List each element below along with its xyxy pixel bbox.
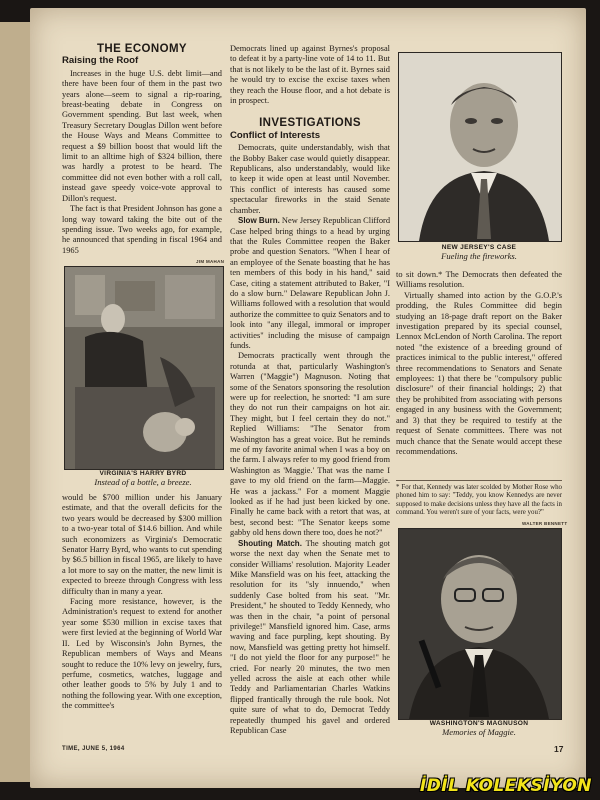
article-headline-raising-roof: Raising the Roof — [62, 55, 139, 67]
runin-heading: Shouting Match. — [238, 538, 302, 548]
photo-credit: WALTER BENNETT — [522, 521, 568, 526]
issue-footer: TIME, JUNE 5, 1964 — [62, 746, 125, 752]
article-paragraph: would be $700 million under his January estimate, and that the overall deficits for the two years would be decreased by $300 million to a two-year total of $14.6 billion. And while such economizers as Virginia's Democratic Senator Harry Byrd, who wants to cut spending by $6.5 billion in fiscal 1965, are likely to have a lot more to say on the matter, the new limit is expected to breeze through Congress with less difficulty than in many a year. — [62, 493, 222, 596]
magazine-page — [30, 8, 586, 788]
caption-text: Fueling the fireworks. — [441, 251, 517, 261]
article-paragraph: Increases in the huge U.S. debt limit—and there have been four of them in the past two years alone—seem to signal a rip-roaring, breast-beating debate in Congress on Government spending. But last week, when Treasury Secretary Douglas Dillon went before the House Ways and Means Committee to request a $9 billion boost that would lift the limit to an alltime high of $324 billion, there was hardly a protest to be heard. The committee did not even bother with a roll call, instead gave speedy voice-vote approval to Dillon's request. — [62, 68, 222, 203]
footnote: * For that, Kennedy was later scolded by Mother Rose who phoned him to say: "Teddy, you know Kennedys are never supposed to make decisions unless they have all the facts in command. You weren't sure of your facts, were you?" — [396, 484, 562, 517]
warren-magnuson-photo-illustration — [399, 529, 561, 719]
article-headline-conflict: Conflict of Interests — [230, 129, 321, 141]
collection-watermark: İDİL KOLEKSİYON — [419, 776, 592, 796]
photo-credit: JIM MAHAN — [196, 259, 225, 264]
article-paragraph: The shouting match got worse the next day when the Senate met to consider Williams' resolution. Majority Leader Mike Mansfield was on his feet, attacking the resolution for its "sly innuendo," when suddenly Case bolted from his seat. "Mr. President," he shouted to Teddy Kennedy, who was then in the chair, "a point of personal privilege!" Mansfield ignored him. Case, arms waving and face purpling, kept shouting. By now, Mansfield was getting pretty hot himself. "I do not yield the floor for any purpose!" he cried. For nearly 20 minutes, the two men yelled across the aisle at each other while Teddy and Parliamentarian Charles Watkins flipped frantically through the rule book. Not quite sure of what to do, Democrat Teddy repeatedly thumped his gavel and ordered Republican Case — [230, 538, 390, 735]
caption-text: Instead of a bottle, a breeze. — [94, 477, 192, 487]
caption-title: NEW JERSEY'S CASE — [441, 244, 517, 251]
photo-clifford-case — [398, 52, 562, 242]
photo-warren-magnuson — [398, 528, 562, 720]
article-paragraph: Democrats lined up against Byrnes's proposal to defeat it by a party-line vote of 14 to 11. But that is not likely to be the last of it. Byrnes said he would try to excise the excise taxes when they reach the House floor, and a hot debate is in prospect. — [230, 44, 390, 106]
page-number: 17 — [554, 744, 564, 754]
left-column-continued — [62, 493, 222, 712]
article-paragraph: to sit down.* The Democrats then defeated the Williams resolution. — [396, 270, 562, 290]
caption-harry-byrd — [64, 470, 222, 487]
caption-clifford-case — [398, 244, 560, 261]
article-paragraph: Virtually shamed into action by the G.O.P.'s prodding, the Rules Committee did begin studying an 18-page draft report on the Baker investigation prepared by its special counsel, Lennox McLendon of North Carolina. The report noted "the existence of a breeding ground of practices inimical to the public interest," offered three recommendations to Senators and Senate employees: 1) that there be "compulsory public disclosure" of their financial holdings; 2) that they be prohibited from associating with persons engaged in any business with the Government; and 3) that they be required to testify at the request of Senate committees. There was not much chance that the Senate would accept these recommendations. — [396, 290, 562, 456]
runin-heading: Slow Burn. — [238, 216, 280, 226]
left-column — [62, 44, 222, 256]
harry-byrd-photo-illustration — [65, 267, 223, 469]
section-heading-investigations: INVESTIGATIONS — [259, 117, 361, 130]
caption-warren-magnuson — [398, 720, 560, 737]
middle-column — [230, 44, 390, 736]
section-heading-economy: THE ECONOMY — [96, 43, 187, 55]
clifford-case-photo-illustration — [399, 53, 561, 241]
article-paragraph: Democrats, quite understandably, wish that the Bobby Baker case would quietly disappear. Republicans, also understandably, would like to keep it wide open at least until November. This conflict of interests has caused some spectacular fireworks in the staid Senate chamber. — [230, 143, 390, 215]
article-paragraph: The fact is that President Johnson has gone a long way toward taking the bite out of the spending issue. Two weeks ago, for example, he announced that spending in fiscal 1964 and 1965 — [62, 204, 222, 255]
footnote-rule — [396, 480, 562, 481]
article-paragraph: Democrats practically went through the rotunda at that, particularly Washington's Warren ("Maggie") Magnuson. Noting that some of the Senators sponsoring the resolution were up for reelection, he snorted: "I am sure they do not run their campaigns on hot air. They might, but I feel certain they do not." Replied Williams: "The Senator from Washington has a great voice. But he reminds me of my favorite animal when I was a boy on the farm. I always refer to my good friend from Washington as 'Maggie.' That was the name I gave to my old friend on the farm—Maggie. He was a jackass." For a moment Maggie looked as if he had just been kicked by one. Finally he came back with a retort that was, at best, second best: "The Senator keeps some gabby old hens down there too, does he not?" — [230, 351, 390, 538]
caption-title: WASHINGTON'S MAGNUSON — [429, 720, 529, 727]
caption-text: Memories of Maggie. — [442, 727, 516, 737]
article-paragraph: Facing more resistance, however, is the Administration's request to extend for another year some $530 million in excise taxes that were first levied at the beginning of World War II. Led by Wisconsin's John Byrnes, the Republican members of Ways and Means sought to reduce the 10% levy on jewelry, furs, perfume, cosmetics, watches, luggage and other leather goods to 5% by July 1 and to nothing the following year. With one exception, the committee's — [62, 597, 222, 711]
article-paragraph: New Jersey Republican Clifford Case helped bring things to a head by urging that the Rules Committee reopen the Baker probe and question Senators. "When I hear of an employee of the Senate boasting that he has ten members of this body in his hand," said Case, citing a statement attributed to Baker, "I do a slow burn." Delaware Republican John J. Williams followed with a resolution that would authorize the committee to quiz Senators and to look into "any illegal, immoral or improper activities" including the misuse of campaign funds. — [230, 216, 391, 350]
caption-title: VIRGINIA'S HARRY BYRD — [99, 470, 187, 477]
photo-harry-byrd — [64, 266, 224, 470]
right-column — [396, 270, 562, 457]
